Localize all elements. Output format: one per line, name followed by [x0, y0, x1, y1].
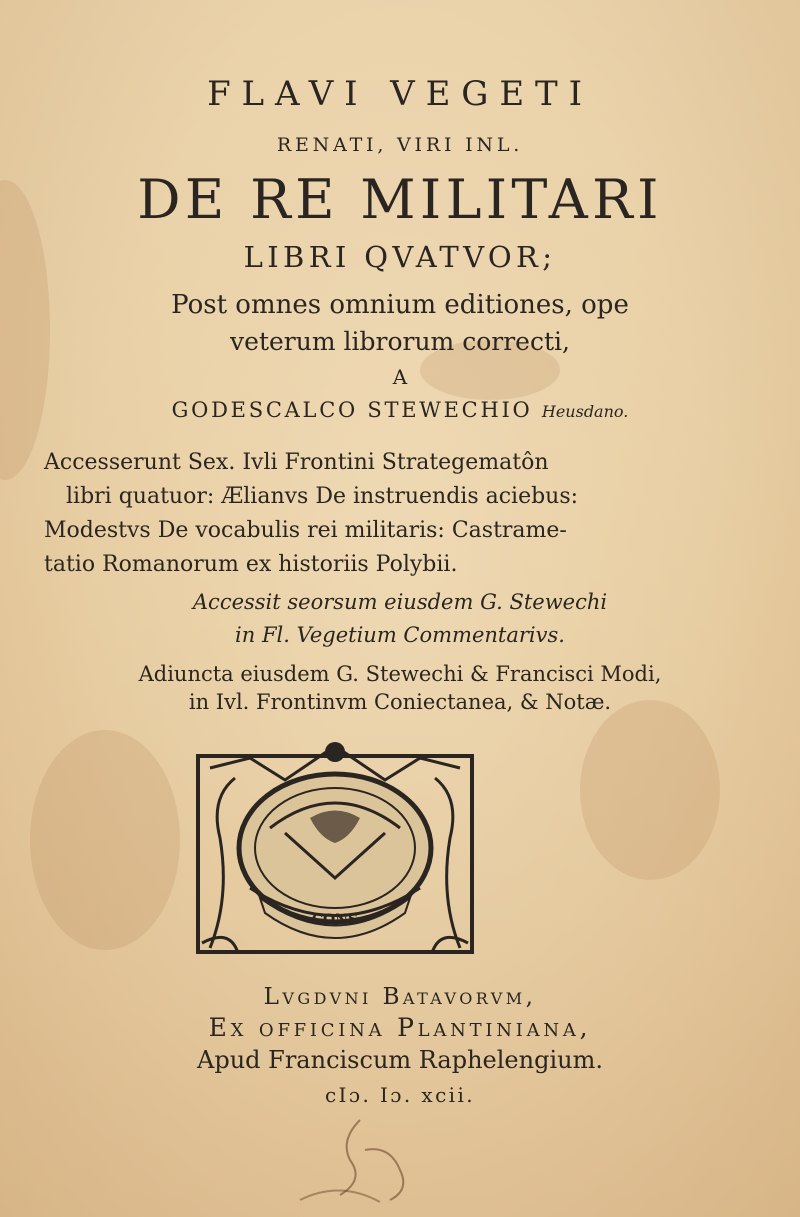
- contents-row: libri quatuor: Ælianvs De instruendis aciebus:: [66, 484, 579, 509]
- subtitle: LIBRI QVATVOR;: [243, 240, 557, 274]
- edition-note: Post omnes omnium editiones, ope: [171, 290, 629, 320]
- notes-line-2: in Ivl. Frontinvm Coniectanea, & Notæ.: [188, 690, 612, 714]
- edition-note-2: veterum librorum correcti,: [230, 327, 570, 356]
- ink-sketch-ornament: [240, 1110, 480, 1210]
- contents-row: Modestvs De vocabulis rei militaris: Castrame-: [44, 518, 567, 543]
- contents-row: tatio Romanorum ex historiis Polybii.: [44, 552, 458, 577]
- author-line-2: RENATI, VIRI INL.: [276, 134, 524, 156]
- editor-name: GODESCALCO STEWECHIO: [171, 398, 533, 422]
- author-line: FLAVI VEGETI: [207, 74, 593, 114]
- imprint-printer: Apud Franciscum Raphelengium.: [197, 1046, 603, 1074]
- device-motto: CONS: [311, 912, 359, 928]
- contents-paragraph: [44, 446, 664, 582]
- main-title: DE RE MILITARI: [137, 168, 663, 231]
- stain: [30, 730, 180, 950]
- imprint-office: Ex officina Plantiniana,: [208, 1013, 592, 1042]
- notes-line: Adiuncta eiusdem G. Stewechi & Francisci Modi,: [138, 662, 662, 686]
- editor-place: Heusdano.: [541, 402, 629, 421]
- contents-row: Accesserunt Sex. Ivli Frontini Strategematôn: [44, 450, 549, 475]
- commentary-line-2: in Fl. Vegetium Commentarivs.: [235, 623, 565, 647]
- editor-line: [0, 398, 800, 422]
- commentary-line: Accessit seorsum eiusdem G. Stewechi: [192, 590, 608, 614]
- imprint-date: cIɔ. Iɔ. xcii.: [324, 1083, 476, 1107]
- imprint-city: Lvgdvni Batavorvm,: [263, 984, 537, 1010]
- printers-device-image: [190, 738, 480, 966]
- by-line: A: [392, 365, 408, 389]
- stain: [580, 700, 720, 880]
